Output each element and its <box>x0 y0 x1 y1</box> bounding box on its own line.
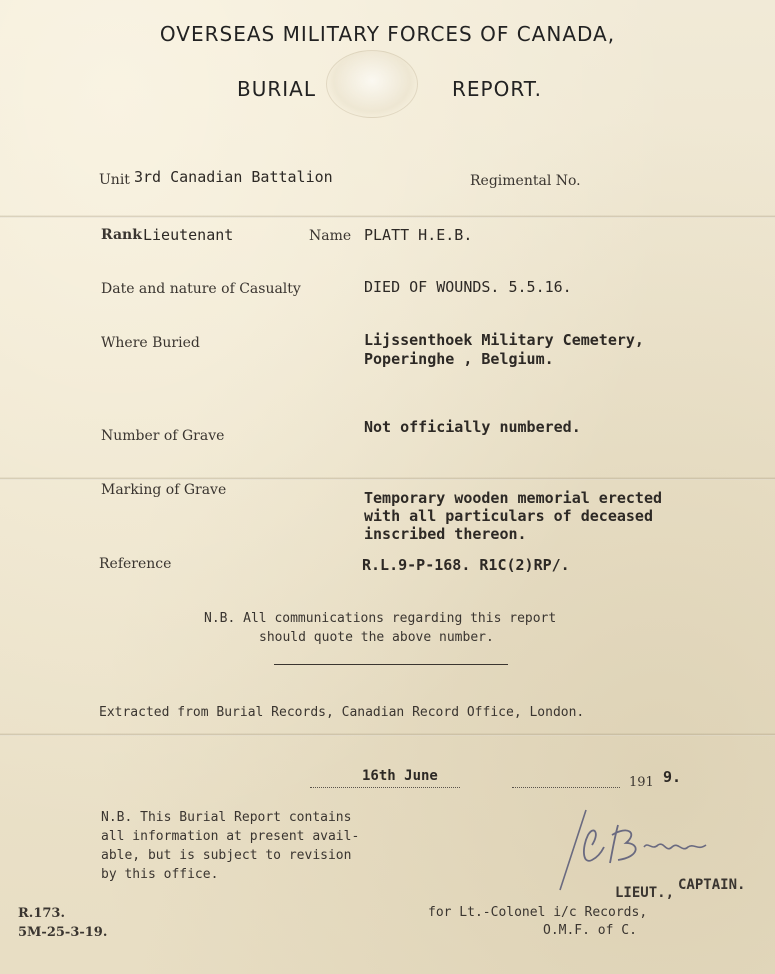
marking-value-line1: Temporary wooden memorial erected <box>364 489 663 507</box>
separator-line <box>274 664 508 665</box>
fold-crease-3 <box>0 733 775 736</box>
casualty-value: DIED OF WOUNDS. 5.5.16. <box>364 278 572 296</box>
rank-value: Lieutenant <box>143 226 234 244</box>
nb-notice-line2: should quote the above number. <box>259 630 494 645</box>
signatory-captain: CAPTAIN. <box>678 877 746 893</box>
nb2-line1: N.B. This Burial Report contains <box>101 810 352 825</box>
subtitle-report: REPORT. <box>452 77 542 101</box>
regimental-label: Regimental No. <box>470 173 581 189</box>
rank-label: Rank <box>101 227 142 243</box>
form-code-2: 5M-25-3-19. <box>18 925 108 940</box>
nb2-line2: all information at present avail- <box>101 829 360 844</box>
reference-value: R.L.9-P-168. R1C(2)RP/. <box>362 556 570 574</box>
nb2-line4: by this office. <box>101 867 219 882</box>
marking-value-line2: with all particulars of deceased <box>364 507 653 525</box>
name-label: Name <box>309 228 352 244</box>
signatory-rank: LIEUT., <box>615 885 675 901</box>
fold-crease-1 <box>0 215 775 218</box>
casualty-label: Date and nature of Casualty <box>101 281 301 297</box>
marking-label: Marking of Grave <box>101 482 227 498</box>
nb-notice-line1: N.B. All communications regarding this report <box>204 611 557 626</box>
name-value: PLATT H.E.B. <box>364 226 473 244</box>
nb2-line3: able, but is subject to revision <box>101 848 352 863</box>
form-code-1: R.173. <box>18 906 65 921</box>
year-prefix: 191 <box>629 775 654 790</box>
buried-value-line1: Lijssenthoek Military Cemetery, <box>364 331 644 349</box>
year-digit: 9. <box>663 768 682 786</box>
date-dotted-line-left <box>310 786 460 788</box>
signatory-line1: for Lt.-Colonel i/c Records, <box>428 905 648 920</box>
buried-label: Where Buried <box>101 335 200 351</box>
embossed-seal <box>326 50 418 118</box>
grave-number-label: Number of Grave <box>101 428 225 444</box>
unit-value: 3rd Canadian Battalion <box>134 168 333 186</box>
subtitle-burial: BURIAL <box>237 77 316 101</box>
date-dotted-line-right <box>512 786 620 788</box>
unit-label: Unit <box>99 172 130 188</box>
signatory-line2: O.M.F. of C. <box>543 923 637 938</box>
buried-value-line2: Poperinghe , Belgium. <box>364 350 554 368</box>
extracted-line: Extracted from Burial Records, Canadian Record Office, London. <box>99 705 585 720</box>
grave-number-value: Not officially numbered. <box>364 418 581 436</box>
date-value: 16th June <box>362 768 438 784</box>
reference-label: Reference <box>99 556 172 572</box>
document-title: OVERSEAS MILITARY FORCES OF CANADA, <box>159 22 616 46</box>
marking-value-line3: inscribed thereon. <box>364 525 527 543</box>
fold-crease-2 <box>0 477 775 480</box>
